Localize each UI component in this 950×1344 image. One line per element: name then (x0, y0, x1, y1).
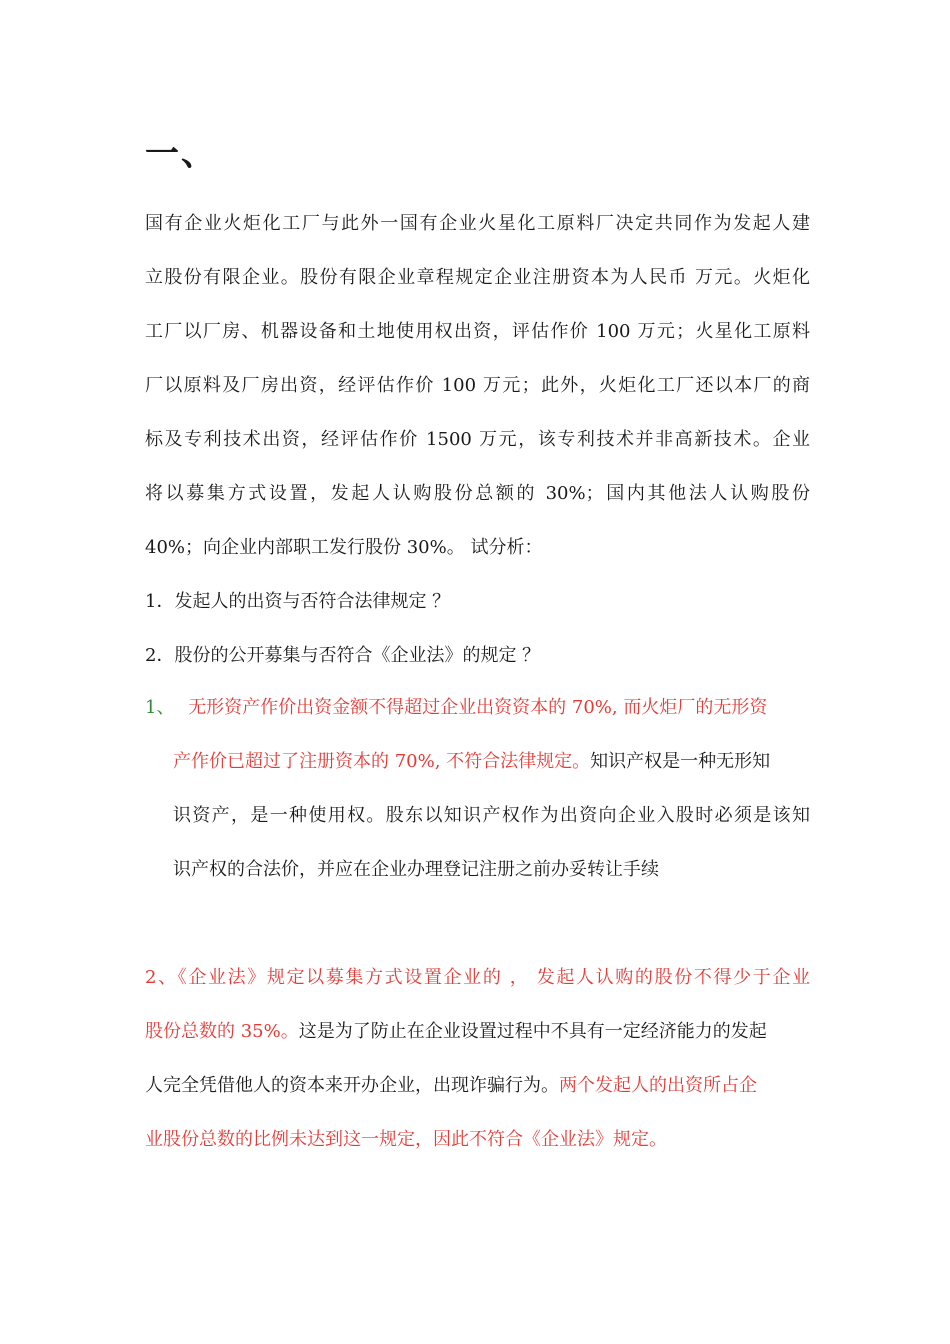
question-line-1: 国有企业火炬化工厂与此外一国有企业火星化工原料厂决定共同作为发起人建 (145, 213, 810, 234)
question-line-6: 将以募集方式设置，发起人认购股份总额的 30%；国内其他法人认购股份 (145, 483, 810, 504)
section-heading: 一、 (145, 134, 217, 174)
answer-1-text-red: 无形资产作价出资金额不得超过企业出资资本的 70%, 而火炬厂的无形资 (188, 697, 768, 718)
answer-2-line-4: 业股份总数的比例未达到这一规定，因此不符合《企业法》规定。 (145, 1129, 667, 1150)
answer-1-line-2-black: 知识产权是一种无形知 (590, 751, 771, 772)
question-item-1: 1．发起人的出资与否符合法律规定 ？ (145, 591, 451, 612)
answer-1-line-4: 识产权的合法价，并应在企业办理登记注册之前办妥转让手续 (173, 859, 659, 880)
answer-1-line-1 (145, 692, 810, 724)
question-line-7: 40%；向企业内部职工发行股份 30%。 试分析： (145, 537, 543, 558)
question-item-2: 2．股份的公开募集与否符合《企业法》的规定 ？ (145, 645, 541, 666)
answer-2-line-1: 2、《企业法》规定以募集方式设置企业的 ， 发起人认购的股份不得少于企业 (145, 967, 810, 988)
answer-1-line-3: 识资产，是一种使用权。股东以知识产权作为出资向企业入股时必须是该知 (173, 805, 810, 826)
question-line-2: 立股份有限企业。股份有限企业章程规定企业注册资本为人民币 万元。火炬化 (145, 267, 810, 288)
answer-2-line-3 (145, 1070, 810, 1102)
question-line-4: 厂以原料及厂房出资，经评估作价 100 万元；此外，火炬化工厂还以本厂的商 (145, 375, 810, 396)
question-line-5: 标及专利技术出资，经评估作价 1500 万元，该专利技术并非高新技术。企业 (145, 429, 810, 450)
answer-1-line-2-red: 产作价已超过了注册资本的 70%, 不符合法律规定。 (173, 751, 591, 772)
answer-2-line-2-black: 这是为了防止在企业设置过程中不具有一定经济能力的发起 (298, 1021, 767, 1042)
answer-2-line-3-red: 两个发起人的出资所占企 (559, 1075, 757, 1096)
answer-2-line-3-black: 人完全凭借他人的资本来开办企业，出现诈骗行为。 (145, 1075, 559, 1096)
question-line-3: 工厂以厂房、机器设备和土地使用权出资，评估作价 100 万元；火星化工原料 (145, 321, 810, 342)
answer-2-line-2-red: 股份总数的 35%。 (145, 1021, 299, 1042)
answer-2-line-2 (145, 1016, 810, 1048)
answer-1-number: 1、 (145, 697, 175, 718)
answer-1-line-2 (173, 746, 810, 778)
